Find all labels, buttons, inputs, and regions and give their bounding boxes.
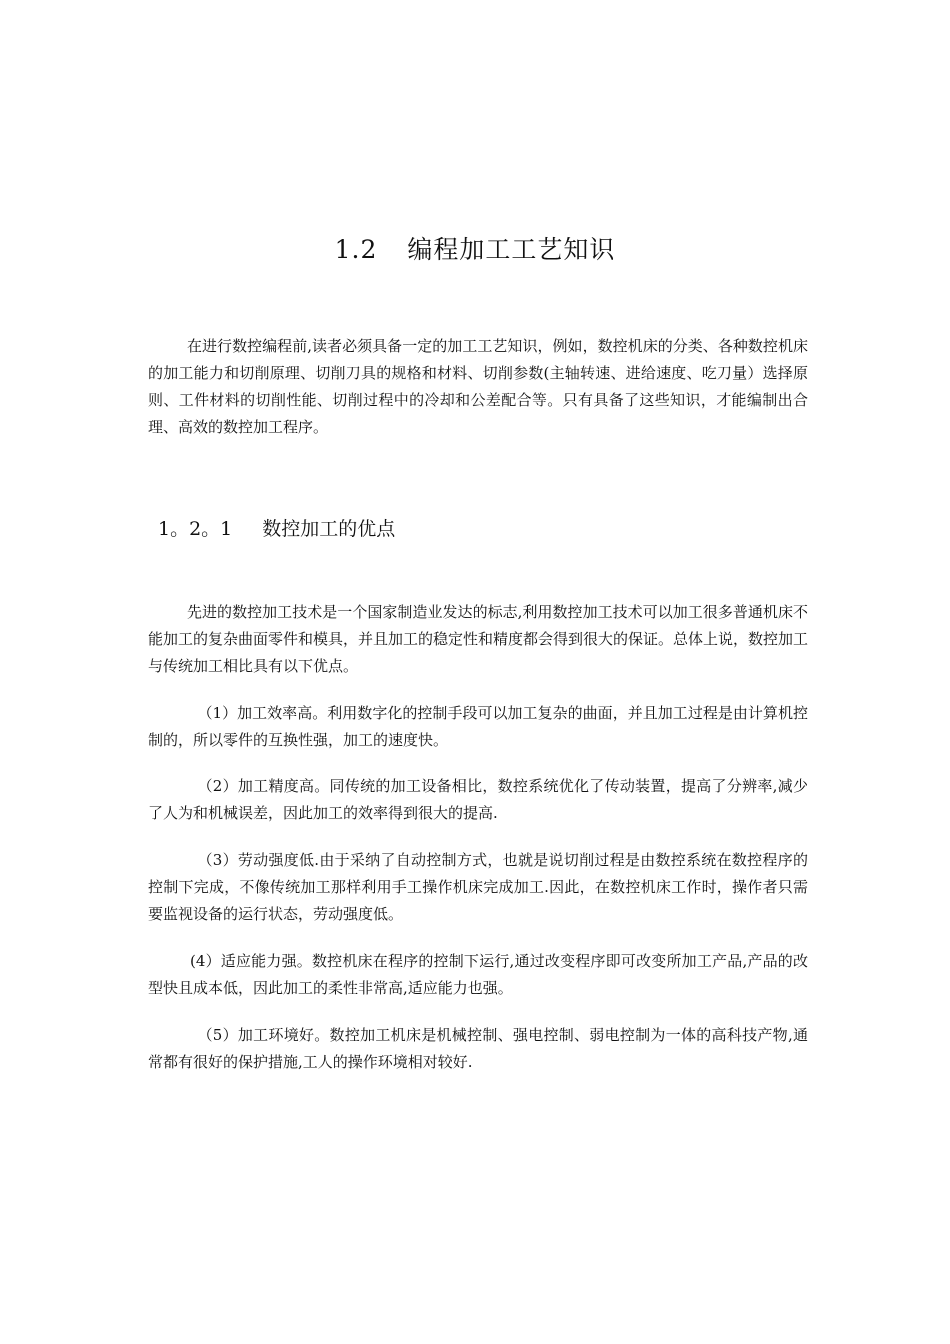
advantage-item: （3）劳动强度低.由于采纳了自动控制方式，也就是说切削过程是由数控系统在数控程序的控制下完成，不像传统加工那样利用手工操作机床完成加工.因此，在数控机床工作时，操作者只需要监视设备的运行状态，劳动强度低。 — [148, 851, 808, 923]
advantage-item: (4）适应能力强。数控机床在程序的控制下运行,通过改变程序即可改变所加工产品,产品的改型快且成本低，因此加工的柔性非常高,适应能力也强。 — [148, 952, 808, 997]
section-number: 1.2 — [334, 235, 378, 264]
subsection-title-text: 数控加工的优点 — [262, 518, 396, 540]
subsection-heading — [158, 513, 395, 545]
section-heading — [0, 232, 950, 268]
advantages-intro-paragraph: 先进的数控加工技术是一个国家制造业发达的标志,利用数控加工技术可以加工很多普通机床不能加工的复杂曲面零件和模具，并且加工的稳定性和精度都会得到很大的保证。总体上说，数控加工与传统加工相比具有以下优点。 — [148, 603, 809, 675]
intro-paragraph: 在进行数控编程前,读者必须具备一定的加工工艺知识，例如，数控机床的分类、各种数控机床的加工能力和切削原理、切削刀具的规格和材料、切削参数(主轴转速、进给速度、吃刀量）选择原则、工件材料的切削性能、切削过程中的冷却和公差配合等。只有具备了这些知识，才能编制出合理、高效的数控加工程序。 — [148, 337, 808, 436]
subsection-number: 1。2。1 — [158, 518, 233, 540]
advantage-item: （1）加工效率高。利用数字化的控制手段可以加工复杂的曲面，并且加工过程是由计算机控制的，所以零件的互换性强，加工的速度快。 — [148, 704, 808, 749]
advantage-item: （5）加工环境好。数控加工机床是机械控制、强电控制、弱电控制为一体的高科技产物,通常都有很好的保护措施,工人的操作环境相对较好. — [148, 1026, 808, 1071]
section-title-text: 编程加工工艺知识 — [407, 235, 616, 264]
advantage-item: （2）加工精度高。同传统的加工设备相比，数控系统优化了传动装置，提高了分辨率,减少了人为和机械误差，因此加工的效率得到很大的提高. — [148, 777, 808, 822]
